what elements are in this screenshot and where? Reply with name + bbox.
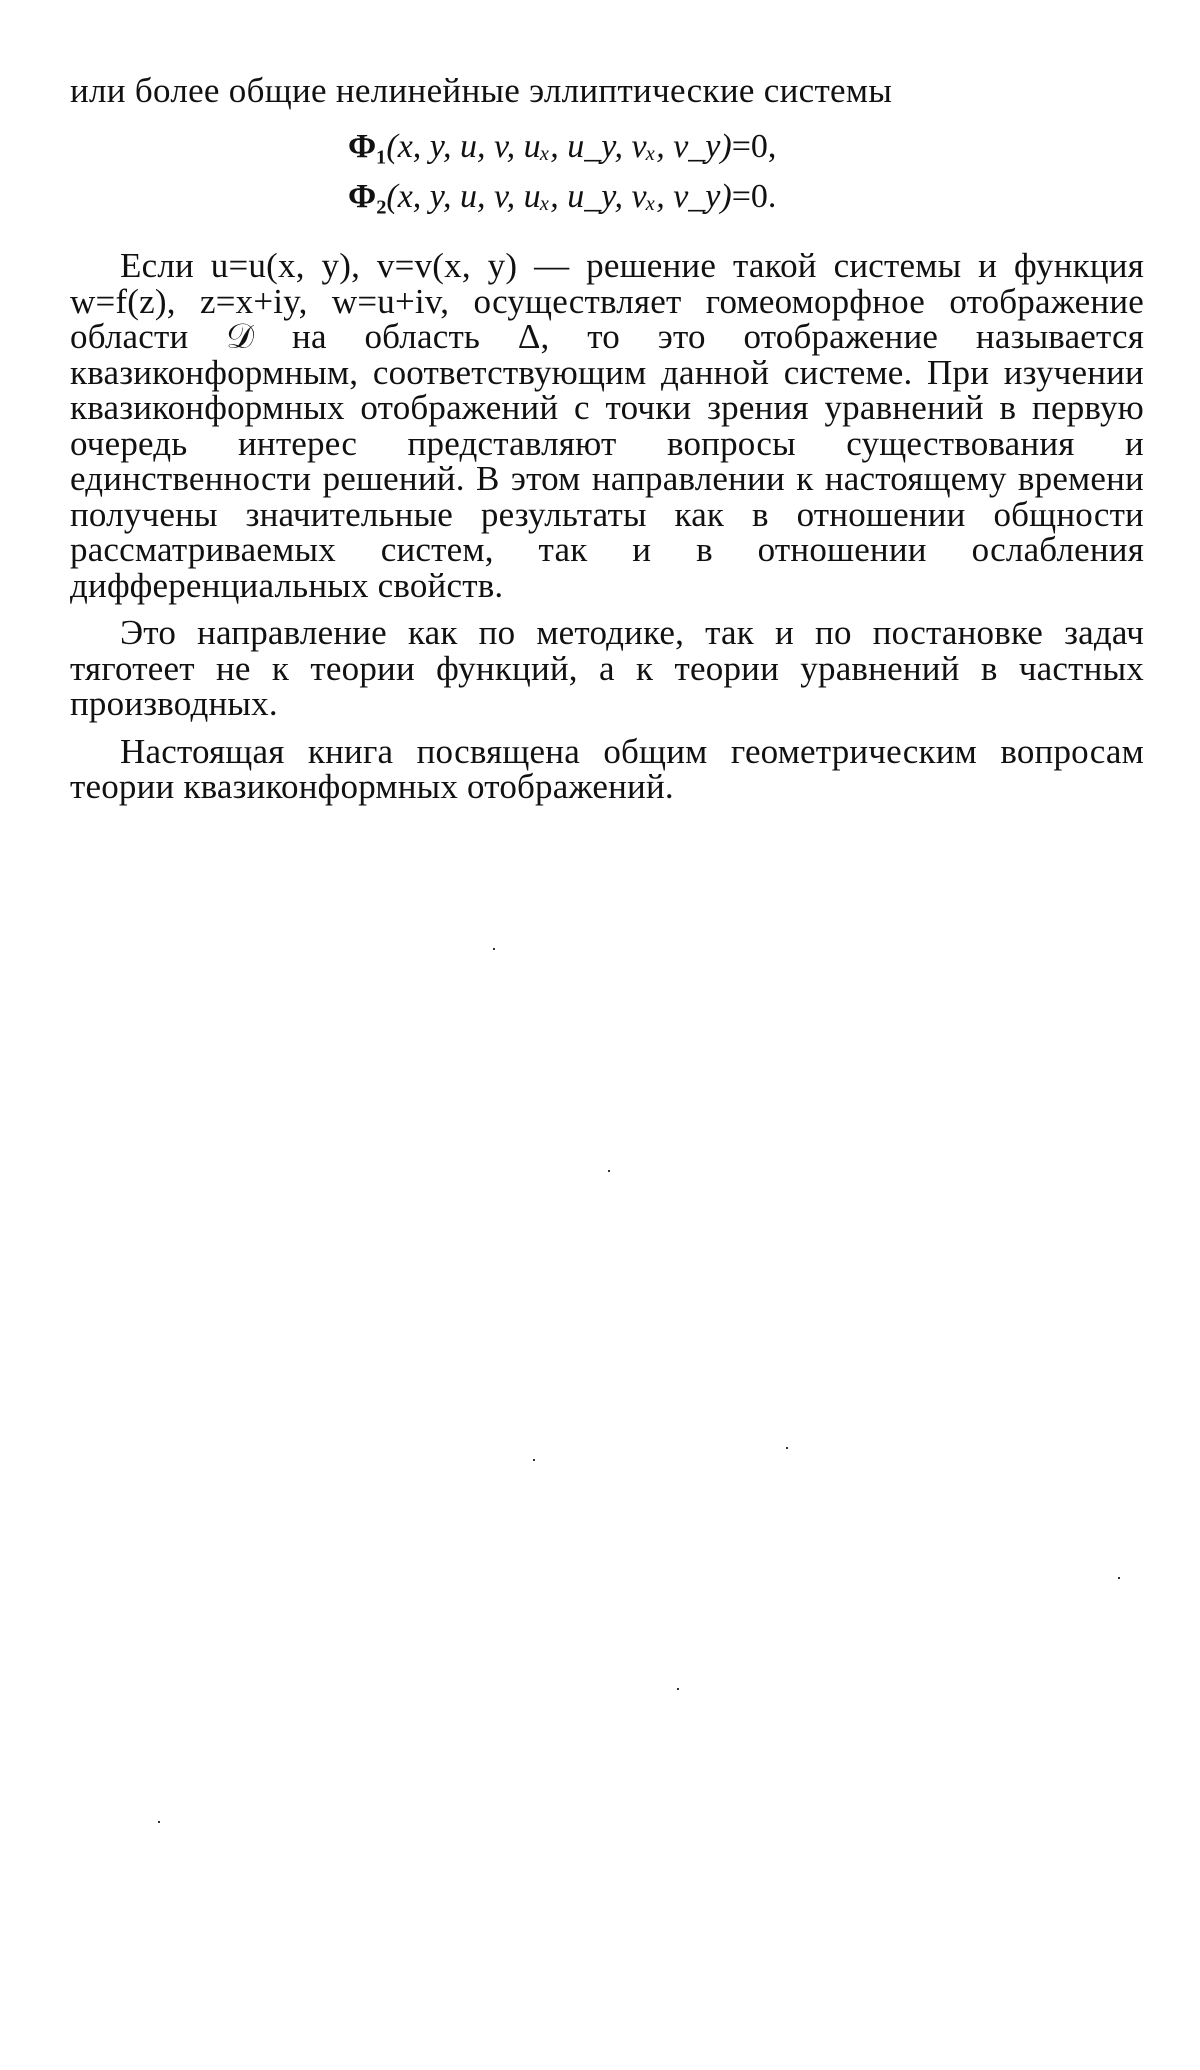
intro-line: или более общие нелинейные эллиптические системы [70,71,893,110]
formula-2-args: (x, y, u, v, uₓ, u_y, vₓ, v_y) [386,178,732,215]
formula-1-lhs: Φ₁ [348,128,387,165]
scan-speck [533,1459,535,1461]
formula-2-lhs: Φ₂ [348,178,387,215]
scan-speck [608,1170,610,1172]
scan-speck [158,1821,160,1823]
paragraph-book-purpose: Настоящая книга посвящена общим геометрическим вопросам теории квазиконформных отображений. [70,731,1144,806]
formula-1 [70,122,1144,172]
formula-1-args: (x, y, u, v, uₓ, u_y, vₓ, v_y) [386,128,732,165]
scan-speck [1118,1577,1120,1579]
formula-2-rhs: =0. [731,178,777,215]
page-content [70,68,1144,817]
scan-speck [677,1688,679,1690]
paragraph-quasiconformal-definition: Если u=u(x, y), v=v(x, y) — решение такой системы и функция w=f(z), z=x+iy, w=u+iv, осуществляет гомеоморфное отображение области 𝒟 на область Δ, то это отображение называется квазиконформным, соответствующим данной системе. При изучении квазиконформных отображений с точки зрения уравнений в первую очередь интерес представляют вопросы существования и единственности решений. В этом направлении к настоящему времени получены значительные результаты как в отношении общности рассматриваемых систем, так и в отношении ослабления дифференциальных свойств. [70,246,1144,605]
formula-1-rhs: =0, [731,128,777,165]
formula-2 [70,172,1144,222]
scan-speck [786,1447,788,1449]
paragraph-method-direction: Это направление как по методике, так и по постановке задач тяготеет не к теории функций, а к теории уравнений в частных производных. [70,613,1144,723]
scan-speck [493,948,495,950]
formula-block [70,122,1144,222]
